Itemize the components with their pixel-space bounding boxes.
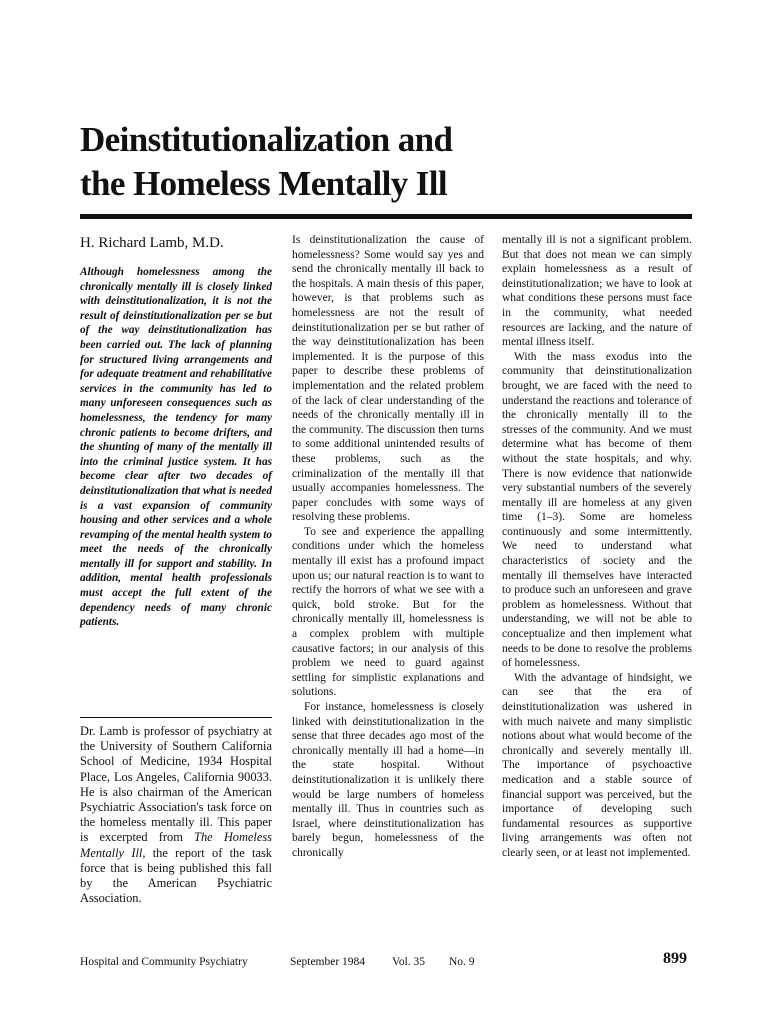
bio-divider [80, 717, 272, 718]
column-middle [292, 233, 484, 861]
title-rule [80, 214, 692, 219]
column-right [502, 233, 692, 861]
bio-report-title: The Homeless Mentally Ill, [80, 830, 272, 860]
body-paragraph: With the advantage of hindsight, we can see that the era of deinstitutionalization was ushered in with much naivete and many simplistic notions about what would become of the chronically and severely mentally ill. The importance of psychoactive medication and a stable source of financial support was perceived, but the importance of developing such fundamental resources as supportive living arrangements was often not clearly seen, or at least not implemented. [502, 671, 692, 859]
author-name: H. Richard Lamb, M.D. [80, 235, 224, 251]
body-paragraph: With the mass exodus into the community that deinstitutionalization brought, we are faced with the need to understand the reactions and tolerance of the chronically mentally ill to the stresses of the community. And we must determine what has become of them without the state hospitals, and why. There is now evidence that nationwide very substantial numbers of the severely mentally ill are homeless at any given time (1–3). Some are homeless continuously and some intermittently. We need to understand what characteristics of society and the mentally ill themselves have interacted to produce such an unforeseen and grave problem as homelessness. Without that understanding, we will not be able to conceptualize and then implement what needs to be done to resolve the problems of homelessness. [502, 350, 692, 670]
body-paragraph: To see and experience the appalling conditions under which the homeless mentally ill exist has a profound impact upon us; our natural reaction is to want to rectify the horrors of what we see with a quick, bold stroke. But for the chronically mentally ill, homelessness is a complex problem with multiple causative factors; in our analysis of this problem we need to guard against settling for simplistic explanations and solutions. [292, 525, 484, 699]
title-line-2: the Homeless Mentally Ill [80, 164, 448, 203]
abstract: Although homelessness among the chronically mentally ill is closely linked with deinstitutionalization, it is not the result of deinstitutionalization per se but of the way deinstitutionalization has been carried out. The lack of planning for structured living arrangements and for adequate treatment and rehabilitative services in the community has led to many unforeseen consequences such as homelessness, the tendency for many chronic patients to become drifters, and the shunting of many of the mentally ill into the criminal justice system. It has become clear after two decades of deinstitutionalization that what is needed is a vast expansion of community housing and other services and a whole revamping of the mental health system to meet the needs of the chronically mentally ill for support and stability. In addition, mental health professionals must accept the full extent of the dependency needs of many chronic patients. [80, 266, 272, 629]
bio-text-2: the report of the task force that is being published this fall by the American Psychiatric Association. [80, 845, 272, 906]
footer-date: September 1984 [290, 956, 366, 968]
body-paragraph: Is deinstitutionalization the cause of homelessness? Some would say yes and send the chronically mentally ill back to the hospitals. A main thesis of this paper, however, is that problems such as homelessness are not the result of deinstitutionalization per se but rather of the way deinstitutionalization has been implemented. It is the purpose of this paper to describe these problems of implementation and the related problem of the lack of clear understanding of the needs of the chronically mentally ill in the community. The discussion then turns to some additional unintended results of these problems, such as the criminalization of the mentally ill that usually accompanies homelessness. The paper concludes with some ways of resolving these problems. [292, 234, 484, 524]
page-number: 899 [663, 950, 687, 967]
body-paragraph: For instance, homelessness is closely linked with deinstitutionalization in the sense that three decades ago most of the chronically mentally ill had a home—in the state hospital. Without deinstitutionalization it is unlikely there would be large numbers of homeless mentally ill. Thus in countries such as Israel, where deinstitutionalization has barely begun, homelessness of the chronically [292, 701, 484, 859]
footer-volume: Vol. 35 [392, 956, 426, 968]
footer-issue: No. 9 [449, 956, 475, 968]
article-title [80, 118, 700, 206]
bio-text-1: Dr. Lamb is professor of psychiatry at the University of Southern California School of Medicine, 1934 Hospital Place, Los Angeles, California 90033. He is also chairman of the American Psychiatric Association's task force on the homeless mentally ill. This paper is excerpted from [80, 724, 272, 845]
body-paragraph: mentally ill is not a significant problem. But that does not mean we can simply explain homelessness as a result of deinstitutionalization; we have to look at what conditions these persons must face in the community, what needed resources are lacking, and the nature of mental illness itself. [502, 234, 692, 349]
footer-journal: Hospital and Community Psychiatry [80, 956, 248, 968]
author-bio [80, 724, 272, 906]
title-line-1: Deinstitutionalization and [80, 120, 453, 159]
column-left [80, 233, 272, 630]
